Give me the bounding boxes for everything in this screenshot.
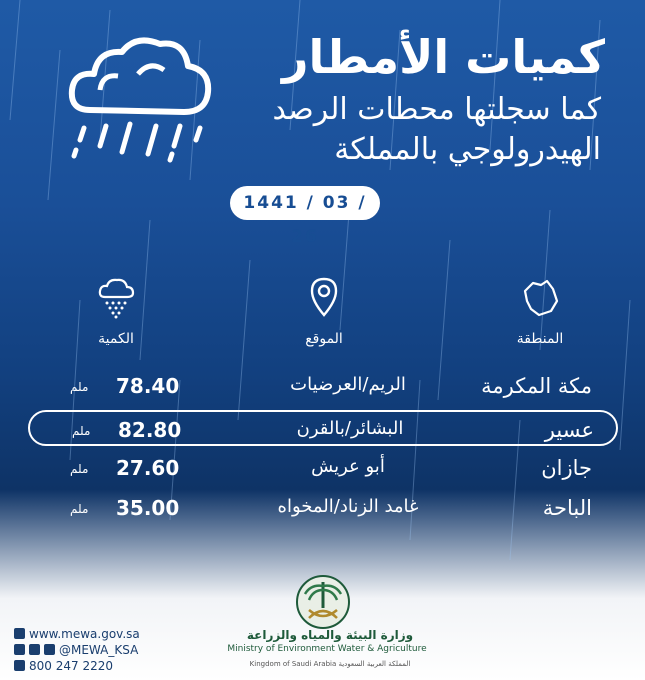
- rain-cloud-icon: [60, 30, 220, 170]
- row-unit: ملم: [70, 462, 89, 476]
- page-title: كميات الأمطار: [282, 30, 605, 84]
- instagram-icon: [44, 644, 55, 655]
- row-region: مكة المكرمة: [481, 374, 592, 398]
- logo-english-text: Ministry of Environment Water & Agriculture: [227, 644, 427, 654]
- footer-social[interactable]: [14, 642, 140, 658]
- row-amount: 35.00: [116, 496, 180, 520]
- row-station: غامد الزناد/المخواه: [277, 496, 419, 517]
- row-region: عسير: [544, 418, 594, 442]
- row-amount: 78.40: [116, 374, 180, 398]
- globe-icon: [14, 628, 25, 639]
- row-region: جازان: [541, 456, 592, 480]
- phone-text: 800 247 2220: [29, 659, 113, 673]
- row-station: البشائر/بالقرن: [296, 418, 404, 439]
- header-amount-label: الكمية: [98, 331, 134, 347]
- row-amount: 27.60: [116, 456, 180, 480]
- social-text: @MEWA_KSA: [59, 643, 139, 657]
- header-region-label: المنطقة: [516, 331, 564, 347]
- page-subtitle: [221, 90, 601, 170]
- header-location-label: الموقع: [305, 331, 343, 347]
- date-badge: 1441 / 03 / 26: [230, 186, 380, 220]
- row-station: الريم/العرضيات: [290, 374, 406, 395]
- footer-contact: [14, 626, 140, 674]
- row-station: أبو عريش: [311, 456, 385, 477]
- table-row-highlighted: [28, 410, 618, 446]
- subtitle-line-1: كما سجلتها محطات الرصد: [272, 92, 601, 127]
- logo-arabic-text: وزارة البيئة والمياه والزراعة: [246, 628, 414, 642]
- subtitle-line-2: الهيدرولوجي بالمملكة: [334, 132, 601, 167]
- footer-phone: [14, 658, 140, 674]
- row-unit: ملم: [72, 424, 91, 438]
- facebook-icon: [29, 644, 40, 655]
- row-unit: ملم: [70, 502, 89, 516]
- row-region: الباحة: [542, 496, 592, 520]
- table-row: [28, 450, 614, 486]
- header-amount: [76, 275, 156, 347]
- twitter-icon: [14, 644, 25, 655]
- header-location: [284, 275, 364, 347]
- location-pin-icon: [301, 275, 347, 321]
- row-amount: 82.80: [118, 418, 182, 442]
- saudi-map-icon: [517, 275, 563, 321]
- logo-country-text: Kingdom of Saudi Arabia المملكة العربية السعودية: [249, 660, 411, 668]
- website-text: www.mewa.gov.sa: [29, 627, 140, 641]
- ministry-emblem-icon: [293, 574, 353, 630]
- header-region: [500, 275, 580, 347]
- table-row: [28, 368, 614, 404]
- phone-icon: [14, 660, 25, 671]
- row-unit: ملم: [70, 380, 89, 394]
- rain-gauge-icon: [93, 275, 139, 321]
- table-row: [28, 490, 614, 526]
- footer-website[interactable]: [14, 626, 140, 642]
